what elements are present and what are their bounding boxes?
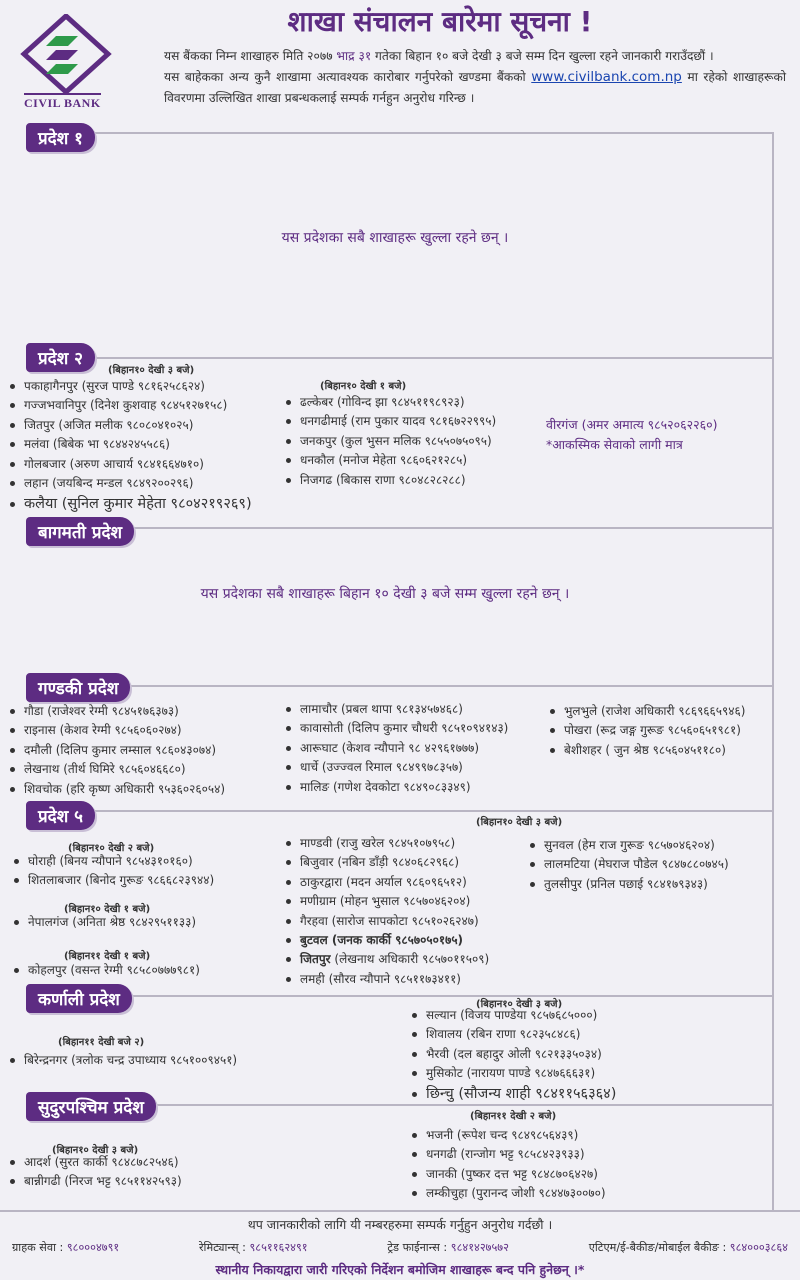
contact-remittance xyxy=(199,1240,308,1255)
divider xyxy=(28,527,774,529)
intro-line2-pre: यस बाहेकका अन्य कुनै शाखामा अत्यावश्यक कारोबार गर्नुपरेको खण्डमा बैंकको xyxy=(164,70,532,84)
gandaki-col1 xyxy=(8,702,225,799)
contact-label: एटिएम/ई-बैकीङ/मोबाईल बैकीङ : xyxy=(588,1241,730,1254)
branch-item: माण्डवी (राजु खरेल ९८४५१०७९५८) xyxy=(284,834,489,853)
footer-contacts xyxy=(0,1240,800,1255)
branch-item: लमही (सौरव न्यौपाने ९८५११७३४११) xyxy=(284,970,489,989)
branch-item: छिन्चु (सौजन्य शाही ९८४११५६३६४) xyxy=(410,1085,616,1104)
branch-item: ढल्केबर (गोविन्द झा ९८४५११९८९२३) xyxy=(284,393,496,412)
branch-item: कलैया (सुनिल कुमार मेहेता ९८०४२१९२६९) xyxy=(8,495,252,514)
branch-item: जितपुर (अजित मलीक ९८०८०४१०२५) xyxy=(8,416,227,435)
sudur-col2 xyxy=(410,1126,606,1204)
branch-item: भुलभुले (राजेश अधिकारी ९८६९६६५९४६) xyxy=(548,702,745,721)
branch-item: घोराही (बिनय न्यौपाने ९८५४३१०१६०) xyxy=(12,852,214,871)
time-note: (बिहान१० देखी ३ बजे) xyxy=(108,365,195,376)
contact-trade-finance xyxy=(387,1240,509,1255)
branch-item: गज्जभवानिपुर (दिनेश कुशवाह ९८४५१२७१५८) xyxy=(8,396,227,415)
branch-item: लहान (जयबिन्द मन्डल ९८४९२००२९६) xyxy=(8,474,227,493)
branch-item: आदर्श (सुरत कार्की ९८४८७८२५४६) xyxy=(8,1153,182,1172)
contact-number: ९८४०००३८६४ xyxy=(729,1241,788,1254)
pradesh-5-col3 xyxy=(528,836,729,894)
branch-item: मणीग्राम (मोहन भुसाल ९८५७०४६२०४) xyxy=(284,892,489,911)
branch-item: शितलाबजार (बिनोद गुरूङ ९८६६८२३९४४) xyxy=(12,871,214,890)
branch-item: नेपालगंज (अनिता श्रेष्ठ ९८४२९५११३३) xyxy=(12,913,196,932)
branch-item: पोखरा (रूद्र जङ्ग गुरूङ ९८५६०६५१९८१) xyxy=(548,721,745,740)
branch-item: शिवचोक (हरि कृष्ण अधिकारी ९५३६०२६०५४) xyxy=(8,780,225,799)
section-label-gandaki: गण्डकी प्रदेश xyxy=(26,673,130,702)
branch-item: शिवालय (रबिन राणा ९८२३५८४८६) xyxy=(410,1025,602,1044)
logo-text: CIVIL BANK xyxy=(24,93,101,111)
section-label-karnali: कर्णाली प्रदेश xyxy=(26,984,132,1013)
bagmati-message: यस प्रदेशका सबै शाखाहरू बिहान १० देखी ३ बजे सम्म खुल्ला रहने छन् । xyxy=(200,586,570,602)
time-note: (बिहान११ देखी बजे २) xyxy=(58,1037,145,1048)
intro-line1-post: गतेका बिहान १० बजे देखी ३ बजे सम्म दिन खुल्ला रहने जानकारी गराउँदछौं । xyxy=(371,49,714,63)
website-link[interactable]: www.civilbank.com.np xyxy=(531,69,682,85)
branch-detail: (लेखनाथ अधिकारी ९८५७०११५०९) xyxy=(330,952,490,967)
section-label-bagmati: बागमती प्रदेश xyxy=(26,517,134,546)
branch-item: लालमटिया (मेघराज पौडेल ९८४७८८०७४५) xyxy=(528,855,729,874)
branch-item: भजनी (रूपेश चन्द ९८४९८५६४३९) xyxy=(410,1126,606,1145)
pradesh-2-col1 xyxy=(8,377,227,493)
branch-item: तुलसीपुर (प्रनिल पछाई ९८४१७९३४३) xyxy=(528,875,729,894)
pradesh-2-col2 xyxy=(284,393,496,490)
branch-item: बान्नीगढी (निरज भट्ट ९८५११४२५९३) xyxy=(8,1172,182,1191)
contact-label: रेमिट्यान्स् : xyxy=(198,1241,250,1254)
bank-logo xyxy=(16,14,116,110)
branch-item: धनकौल (मनोज मेहेता ९८६०६२१२८५) xyxy=(284,451,496,470)
time-note: (बिहान१० देखी २ बजे) xyxy=(68,843,155,854)
branch-item: सुनवल (हेम राज गुरूङ ९८५७०४६२०४) xyxy=(528,836,729,855)
intro-date: भाद्र ३१ xyxy=(336,49,372,63)
divider xyxy=(28,132,774,134)
branch-item: लेखनाथ (तीर्थ घिमिरे ९८५६०४६६८०) xyxy=(8,760,225,779)
divider xyxy=(28,810,774,812)
pradesh-2-col1-big xyxy=(8,495,252,514)
footer-notice: स्थानीय निकायद्वारा जारी गरिएको निर्देशन बमोजिम शाखाहरू बन्द पनि हुनेछन् ।* xyxy=(215,1262,585,1277)
branch-item: सल्यान (विजय पाण्डेया ९८५७६८५०००) xyxy=(410,1006,602,1025)
section-label-pradesh-1: प्रदेश १ xyxy=(26,123,95,152)
contact-customer-service xyxy=(12,1240,119,1255)
pradesh-5-col1a xyxy=(12,852,214,891)
pradesh-5-col2 xyxy=(284,834,489,989)
branch-item: मालिङ (गणेश देवकोटा ९८४९०८३३४९) xyxy=(284,778,508,797)
gandaki-col2 xyxy=(284,700,508,797)
branch-item: दमौली (दिलिप कुमार लम्साल ९८६०४३०७४) xyxy=(8,741,225,760)
divider xyxy=(28,995,774,997)
branch-item: कोहलपुर (वसन्त रेग्मी ९८५८०७७७९८१) xyxy=(12,961,200,980)
time-note: (बिहान१० देखी ३ बजे) xyxy=(476,999,563,1010)
branch-item: बुटवल (जनक कार्की ९८५७०५०१७५) xyxy=(284,931,489,950)
branch-item: मलंवा (बिबेक भा ९८४४२४५५८६) xyxy=(8,435,227,454)
section-label-sudurpashchim: सुदुरपश्चिम प्रदेश xyxy=(26,1092,156,1121)
branch-item: गौडा (राजेश्वर रेग्मी ९८४५१७६३७३) xyxy=(8,702,225,721)
gandaki-col3 xyxy=(548,702,745,760)
divider xyxy=(0,1210,800,1212)
branch-item: लामाचौर (प्रबल थापा ९८१३४५७४६८) xyxy=(284,700,508,719)
divider xyxy=(772,132,774,1210)
branch-item: बिरेन्द्रनगर (त्रलोक चन्द्र उपाध्याय ९८५१००९४५१) xyxy=(8,1051,237,1070)
branch-item: धनगढीमाई (राम पुकार यादव ९८१६७२२९९५) xyxy=(284,412,496,431)
time-note: (बिहान१० देखी १ बजे) xyxy=(320,381,407,392)
branch-item: कावासोती (दिलिप कुमार चौधरी ९८५१०९४१४३) xyxy=(284,719,508,738)
branch-item: ठाकुरद्वारा (मदन अर्याल ९८६०९६५१२) xyxy=(284,873,489,892)
pradesh-5-col1c xyxy=(12,961,200,980)
karnali-col2-big xyxy=(410,1085,616,1104)
branch-item xyxy=(284,950,489,969)
footer-more-info: थप जानकारीको लागि यी नम्बरहरुमा सम्पर्क गर्नुहुन अनुरोध गर्दछौ । xyxy=(247,1217,553,1232)
section-label-pradesh-2: प्रदेश २ xyxy=(26,343,95,372)
karnali-col2 xyxy=(410,1006,602,1084)
branch-item: मुसिकोट (नारायण पाण्डे ९८४७६६६३१) xyxy=(410,1064,602,1083)
divider xyxy=(28,685,774,687)
civil-bank-logo-icon xyxy=(16,14,116,94)
time-note: (बिहान११ देखी १ बजे) xyxy=(64,951,151,962)
sudur-col1 xyxy=(8,1153,182,1192)
branch-item: पकाहागैनपुर (सुरज पाण्डे ९८१६२५८६२४) xyxy=(8,377,227,396)
branch-item: भैरवी (दल बहादुर ओली ९८२१३३५०३४) xyxy=(410,1045,602,1064)
branch-item: धनगढी (रान्जोग भट्ट ९८५८४२३९३३) xyxy=(410,1145,606,1164)
intro-line1-pre: यस बैंकका निम्न शाखाहरु मिति २०७७ xyxy=(164,49,337,63)
contact-label: ट्रेड फाईनान्स : xyxy=(387,1241,451,1254)
branch-item: निजगढ (बिकास राणा ९८०४८२८२८८) xyxy=(284,471,496,490)
contact-number: ९८५११६२४९१ xyxy=(249,1241,308,1254)
pradesh-1-message: यस प्रदेशका सबै शाखाहरू खुल्ला रहने छन् । xyxy=(281,230,509,246)
page-title: शाखा संचालन बारेमा सूचना ! xyxy=(287,5,593,38)
contact-label: ग्राहक सेवा : xyxy=(12,1241,67,1254)
section-label-pradesh-5: प्रदेश ५ xyxy=(26,801,95,830)
branch-item: गोलबजार (अरुण आचार्य ९८४१६६४७१०) xyxy=(8,455,227,474)
karnali-col1 xyxy=(8,1051,237,1070)
branch-item: बिजुवार (नबिन डाँड़ी ९८४०६८२९६८) xyxy=(284,853,489,872)
contact-number: ९८४१४२७५७२ xyxy=(450,1241,509,1254)
emergency-note: *आकस्मिक सेवाको लागी मात्र xyxy=(546,437,683,452)
time-note: (बिहान१० देखी ३ बजे) xyxy=(476,817,563,828)
intro-line2-post: मा रहेको शाखाहरूको विवरणमा उल्लिखित शाखा प्रबन्धकलाई सम्पर्क गर्नहुन अनुरोध गरिन्छ । xyxy=(164,70,786,105)
branch-item: जनकपुर (कुल भुसन मलिक ९८५५०७५०९५) xyxy=(284,432,496,451)
pradesh-5-col1b xyxy=(12,913,196,932)
branch-item: धार्चे (उज्ज्वल रिमाल ९८४९९७८३५७) xyxy=(284,758,508,777)
time-note: (बिहान१० देखी १ बजे) xyxy=(64,904,151,915)
branch-item: राइनास (केशव रेग्मी ९८५६०६०२७४) xyxy=(8,721,225,740)
branch-item: गैरहवा (सारोज सापकोटा ९८५१०२६२४७) xyxy=(284,912,489,931)
divider xyxy=(28,357,774,359)
branch-item: जानकी (पुष्कर दत्त भट्ट ९८४८७०६४२७) xyxy=(410,1165,606,1184)
time-note: (बिहान१० देखी ३ बजे) xyxy=(52,1145,139,1156)
branch-item: लम्कीचुहा (पुरानन्द जोशी ९८४४७३००७०) xyxy=(410,1184,606,1203)
time-note: (बिहान११ देखी २ बजे) xyxy=(470,1111,557,1122)
branch-item: बेशीशहर ( जुन श्रेष्ठ ९८५६०४५११८०) xyxy=(548,741,745,760)
branch-name: जितपुर xyxy=(300,952,331,967)
branch-item: आरूघाट (केशव न्यौपाने ९८ ४२९६१७७७) xyxy=(284,739,508,758)
intro-text xyxy=(164,46,786,109)
contact-number: ९८०००४७९१ xyxy=(66,1241,120,1254)
birgunj-branch: वीरगंज (अमर अमात्य ९८५२०६२२६०) xyxy=(546,417,718,432)
contact-atm-banking xyxy=(589,1240,788,1255)
